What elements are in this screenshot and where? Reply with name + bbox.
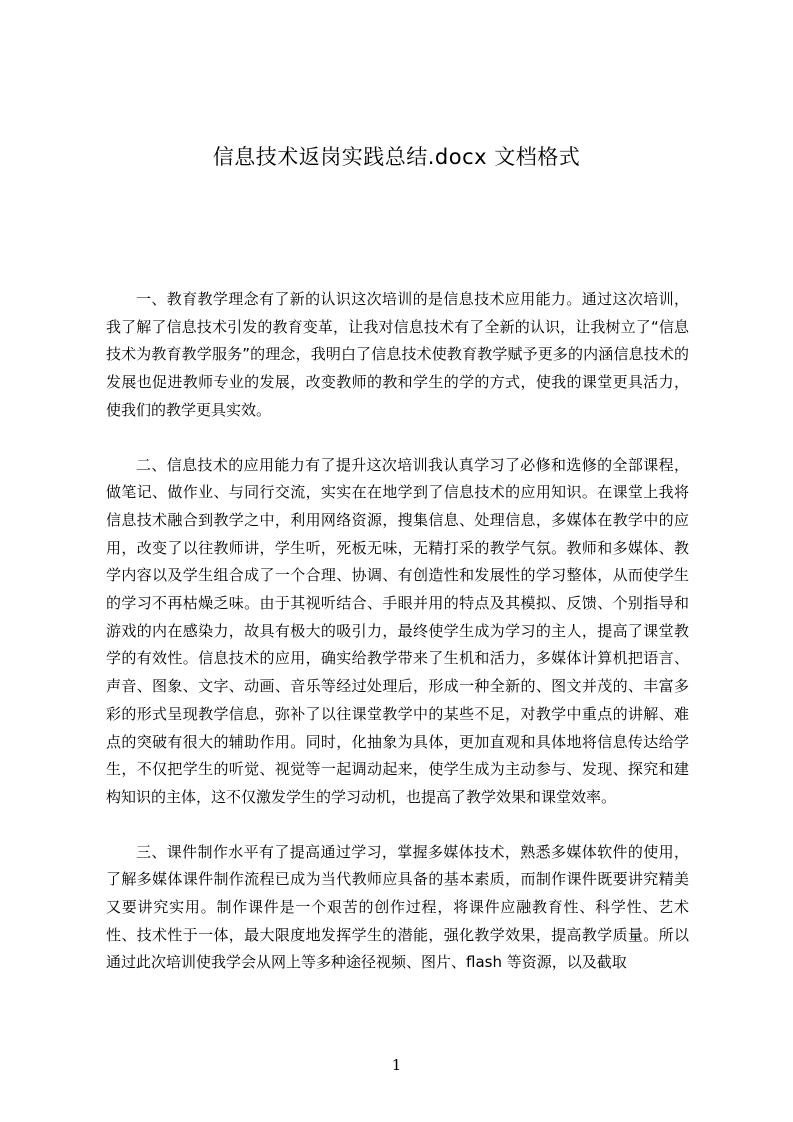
page-number: 1 (391, 1056, 402, 1074)
paragraph-3: 三、课件制作水平有了提高通过学习，掌握多媒体技术，熟悉多媒体软件的使用，了解多媒体课件制作流程已成为当代教师应具备的基本素质，而制作课件既要讲究精美又要讲究实用。制作课件是一个艰苦的创作过程，将课件应融教育性、科学性、艺术性、技术性于一体，最大限度地发挥学生的潜能，强化教学效果，提高教学质量。所以通过此次培训使我学会从网上等多种途径视频、图片、flash 等资源，以及截取 (106, 842, 689, 972)
paragraph-1: 一、教育教学理念有了新的认识这次培训的是信息技术应用能力。通过这次培训，我了解了信息技术引发的教育变革，让我对信息技术有了全新的认识，让我树立了“信息技术为教育教学服务”的理念，我明白了信息技术使教育教学赋予更多的内涵信息技术的发展也促进教师专业的发展，改变教师的教和学生的学的方式，使我的课堂更具活力，使我们的教学更具实效。 (106, 290, 689, 419)
document-body (106, 286, 689, 977)
document-title: 信息技术返岗实践总结.docx 文档格式 (212, 145, 581, 169)
paragraph-2: 二、信息技术的应用能力有了提升这次培训我认真学习了必修和选修的全部课程，做笔记、做作业、与同行交流，实实在在地学到了信息技术的应用知识。在课堂上我将信息技术融合到教学之中，利用网络资源，搜集信息、处理信息，多媒体在教学中的应用，改变了以往教师讲，学生听，死板无味，无精打采的教学气氛。教师和多媒体、教学内容以及学生组合成了一个合理、协调、有创造性和发展性的学习整体，从而使学生的学习不再枯燥乏味。由于其视听结合、手眼并用的特点及其模拟、反馈、个别指导和游戏的内在感染力，故具有极大的吸引力，最终使学生成为学习的主人，提高了课堂教学的有效性。信息技术的应用，确实给教学带来了生机和活力，多媒体计算机把语言、声音、图象、文字、动画、音乐等经过处理后，形成一种全新的、图文并茂的、丰富多彩的形式呈现教学信息，弥补了以往课堂教学中的某些不足，对教学中重点的讲解、难点的突破有很大的辅助作用。同时，化抽象为具体，更加直观和具体地将信息传达给学生，不仅把学生的听觉、视觉等一起调动起来，使学生成为主动参与、发现、探究和建构知识的主体，这不仅激发学生的学习动机，也提高了教学效果和课堂效率。 (106, 455, 689, 806)
